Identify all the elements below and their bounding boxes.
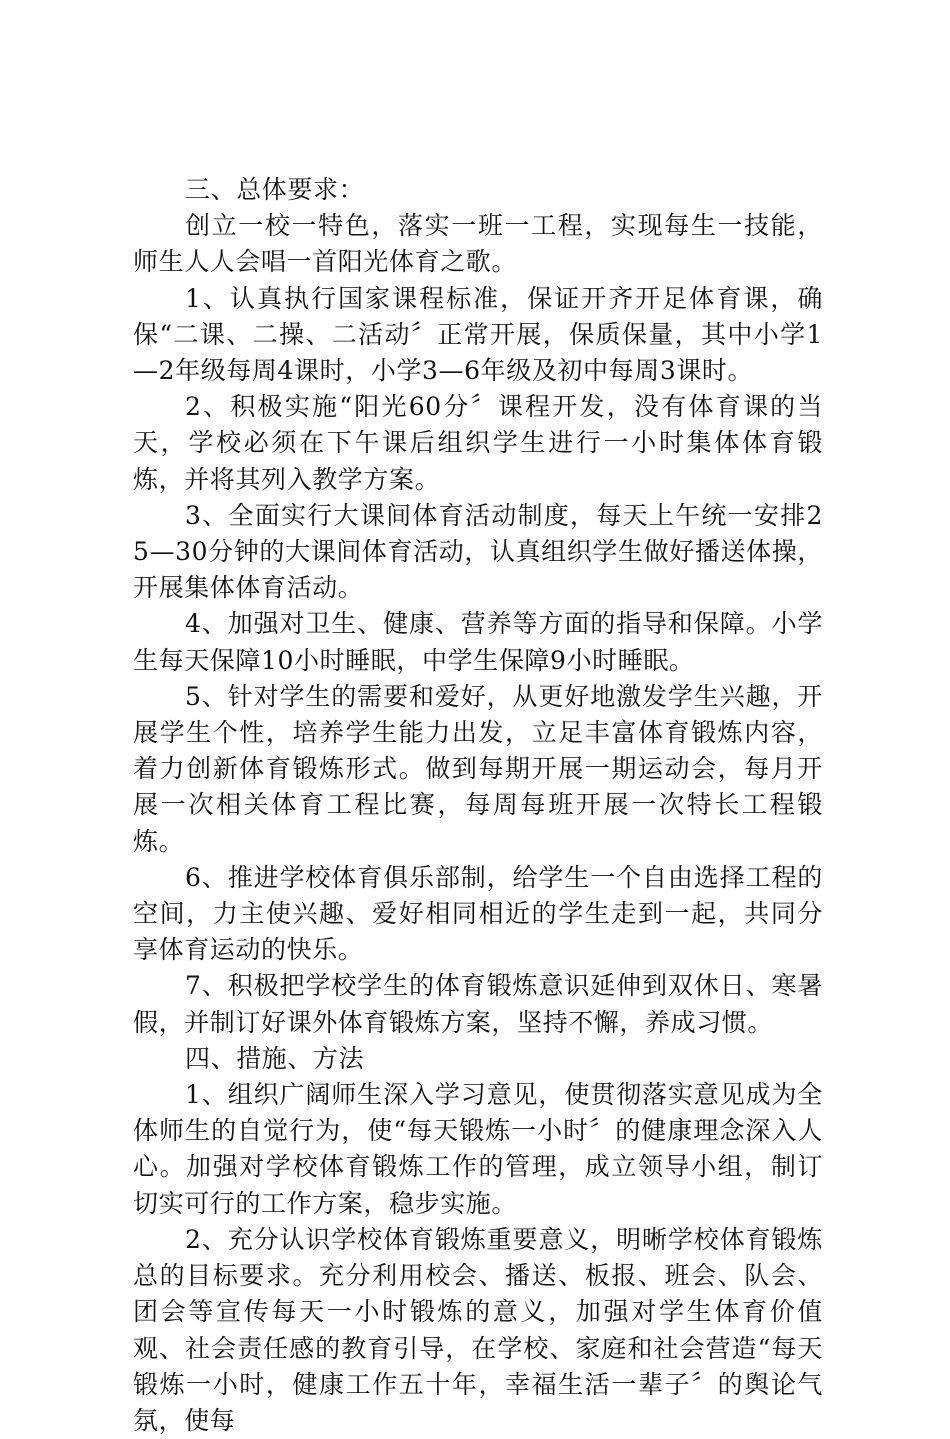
section-3-item-5: 5、针对学生的需要和爱好，从更好地激发学生兴趣，开展学生个性，培养学生能力出发，立足丰富体育锻炼内容，着力创新体育锻炼形式。做到每期开展一期运动会，每月开展一次相关体育工程比赛，每周每班开展一次特长工程锻炼。 [133,681,823,856]
section-3-item-4: 4、加强对卫生、健康、营养等方面的指导和保障。小学生每天保障10小时睡眠，中学生保障9小时睡眠。 [133,609,823,675]
section-3-item-2: 2、积极实施“阳光60分〞课程开发，没有体育课的当天，学校必须在下午课后组织学生进行一小时集体体育锻炼，并将其列入教学方案。 [133,392,823,494]
section-3-item-1: 1、认真执行国家课程标准，保证开齐开足体育课，确保“二课、二操、二活动〞正常开展，保质保量，其中小学1—2年级每周4课时，小学3—6年级及初中每周3课时。 [133,283,823,386]
section-3-intro: 创立一校一特色，落实一班一工程，实现每生一技能，师生人人会唱一首阳光体育之歌。 [133,211,823,277]
document-body [133,172,823,1439]
section-3-item-6: 6、推进学校体育俱乐部制，给学生一个自由选择工程的空间，力主使兴趣、爱好相同相近的学生走到一起，共同分享体育运动的快乐。 [133,862,823,965]
section-4-item-2: 2、充分认识学校体育锻炼重要意义，明晰学校体育锻炼总的目标要求。充分利用校会、播送、板报、班会、队会、团会等宣传每天一小时锻炼的意义，加强对学生体育价值观、社会责任感的教育引导，在学校、家庭和社会营造“每天锻炼一小时，健康工作五十年，幸福生活一辈子〞的舆论气氛，使每 [133,1224,823,1435]
section-3-item-7: 7、积极把学校学生的体育锻炼意识延伸到双休日、寒暑假，并制订好课外体育锻炼方案，坚持不懈，养成习惯。 [133,971,823,1037]
section-4-item-1: 1、组织广阔师生深入学习意见，使贯彻落实意见成为全体师生的自觉行为，使“每天锻炼一小时〞的健康理念深入人心。加强对学校体育锻炼工作的管理，成立领导小组，制订切实可行的工作方案，稳步实施。 [133,1080,823,1218]
section-3-heading: 三、总体要求： [185,175,365,204]
section-4-heading: 四、措施、方法 [185,1043,365,1073]
section-3-item-3: 3、全面实行大课间体育活动制度，每天上午统一安排25—30分钟的大课间体育活动，认真组织学生做好播送体操，开展集体体育活动。 [133,500,823,603]
